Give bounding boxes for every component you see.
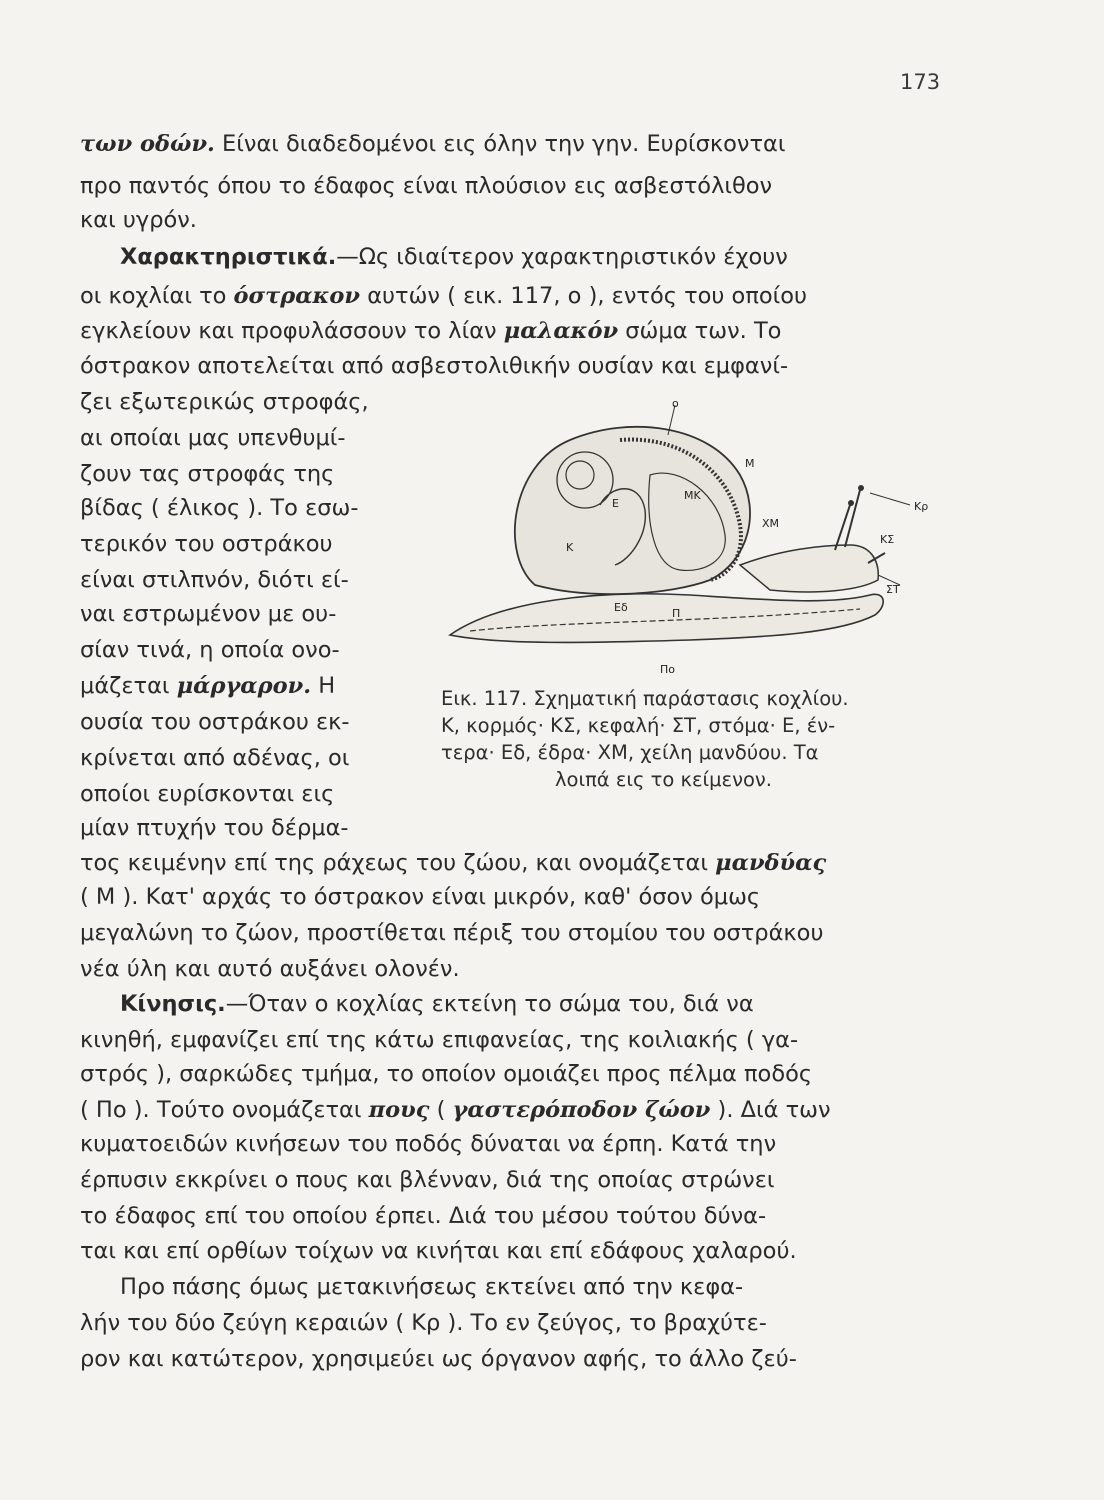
text-run: —Ως ιδιαίτερον χαρακτηριστικόν έχουν <box>336 244 788 270</box>
text-run: —Όταν ο κοχλίας εκτείνη το σώμα του, διά να <box>225 991 754 1017</box>
section-heading-line <box>80 241 978 273</box>
text-run: Η <box>311 673 336 699</box>
label-XM: ΧΜ <box>762 517 780 530</box>
body-text-line: προ παντός όπου το έδαφος είναι πλούσιον εις ασβεστόλιθον <box>80 173 773 199</box>
body-text-line: κινηθή, εμφανίζει επί της κάτω επιφανείας, της κοιλιακής ( γα- <box>80 1027 799 1053</box>
body-text-line: και υγρόν. <box>80 207 197 233</box>
narrow-line: ναι εστρωμένον με ου- <box>80 601 337 627</box>
body-text-line: όστρακον αποτελείται από ασβεστολιθικήν ουσίαν και εμφανί- <box>80 353 789 379</box>
body-text-line <box>80 847 938 879</box>
body-text-line <box>80 1094 938 1126</box>
figure-caption-line: Εικ. 117. Σχηματική παράστασις κοχλίου. <box>441 687 849 710</box>
body-text-line <box>80 128 938 160</box>
text-run: ( <box>429 1097 453 1123</box>
snail-figure <box>440 395 940 680</box>
bold-term: γαστερόποδον ζώον <box>452 1097 711 1123</box>
snail-foot <box>450 594 883 643</box>
tentacle-tip <box>858 485 864 491</box>
text-run: τος κειμένην επί της ράχεως του ζώου, και ονομάζεται <box>80 850 716 876</box>
label-MK: ΜΚ <box>684 489 701 502</box>
body-text-line: έρπυσιν εκκρίνει ο πους και βλένναν, διά της οποίας στρώνει <box>80 1167 775 1193</box>
body-text-line: ται και επί ορθίων τοίχων να κινήται και επί εδάφους χαλαρού. <box>80 1238 797 1264</box>
bold-term: των οδών. <box>80 131 215 157</box>
bold-term: μανδύας <box>715 850 827 876</box>
text-run: Είναι διαδεδομένοι εις όλην την γην. Ευρίσκονται <box>214 131 786 157</box>
page-number: 173 <box>900 70 941 94</box>
bold-term: όστρακον <box>233 283 361 309</box>
text-run: αυτών ( εικ. 117, ο ), εντός του οποίου <box>360 283 808 309</box>
bold-term: μάργαρον. <box>176 673 312 699</box>
label-Po: Πο <box>660 663 676 676</box>
text-run: ( Πο ). Τούτο ονομάζεται <box>80 1097 369 1123</box>
tentacle-tip <box>848 500 854 506</box>
text-run: ). Διά των <box>710 1097 831 1123</box>
narrow-line: ουσία του οστράκου εκ- <box>80 709 350 735</box>
narrow-line: τερικόν του οστράκου <box>80 531 333 557</box>
figure-caption-line: Κ, κορμός· ΚΣ, κεφαλή· ΣΤ, στόμα· Ε, έν- <box>441 714 836 737</box>
text-run: μάζεται <box>80 673 177 699</box>
body-text-line: στρός ), σαρκώδες τμήμα, το οποίον ομοιάζει προς πέλμα ποδός <box>80 1061 813 1087</box>
long-tentacle <box>835 505 850 550</box>
label-M: Μ <box>745 457 755 470</box>
narrow-line: σίαν τινά, η οποία ονο- <box>80 637 340 663</box>
body-text-line: ( Μ ). Κατ' αρχάς το όστρακον είναι μικρόν, καθ' όσον όμως <box>80 884 761 910</box>
body-text-line: το έδαφος επί του οποίου έρπει. Διά του μέσου τούτου δύνα- <box>80 1203 767 1229</box>
section-heading-line <box>80 988 978 1020</box>
text-run: οι κοχλίαι το <box>80 283 234 309</box>
body-text-line: λήν του δύο ζεύγη κεραιών ( Κρ ). Το εν ζεύγος, το βραχύτε- <box>80 1310 767 1336</box>
body-text-line: μεγαλώνη το ζώον, προστίθεται πέριξ του στομίου του οστράκου <box>80 920 824 946</box>
narrow-line: ζει εξωτερικώς στροφάς, <box>80 389 369 415</box>
section-heading: Χαρακτηριστικά. <box>120 244 337 270</box>
narrow-line: κρίνεται από αδένας, οι <box>80 745 350 771</box>
narrow-line: ζουν τας στροφάς της <box>80 461 335 487</box>
text-run: σώμα των. Το <box>618 318 782 344</box>
narrow-line: βίδας ( έλικος ). Το εσω- <box>80 495 359 521</box>
body-text-line: κυματοειδών κινήσεων του ποδός δύναται να έρπη. Κατά την <box>80 1131 777 1157</box>
label-ST: ΣΤ <box>886 583 900 596</box>
section-heading: Κίνησις. <box>120 991 226 1017</box>
body-text-line: ρον και κατώτερον, χρησιμεύει ως όργανον αφής, το άλλο ζεύ- <box>80 1346 797 1372</box>
label-Ed: Εδ <box>614 601 628 614</box>
figure-caption-line: τερα· Εδ, έδρα· ΧΜ, χείλη μανδύου. Τα <box>441 741 819 764</box>
snail-shell <box>515 427 750 594</box>
label-KS: ΚΣ <box>880 533 895 546</box>
body-text-line <box>80 280 938 312</box>
narrow-line: είναι στιλπνόν, διότι εί- <box>80 567 349 593</box>
body-text-line <box>80 315 938 347</box>
label-o: ο <box>672 397 679 410</box>
body-text-line: νέα ύλη και αυτό αυξάνει ολονέν. <box>80 956 460 982</box>
narrow-line: αι οποίαι μας υπενθυμί- <box>80 425 346 451</box>
text-run: εγκλείουν και προφυλάσσουν το λίαν <box>80 318 504 344</box>
pointer-line <box>870 493 910 505</box>
bold-term: μαλακόν <box>503 318 619 344</box>
snail-head <box>740 545 878 592</box>
bold-term: πους <box>368 1097 430 1123</box>
figure-caption-line: λοιπά εις το κείμενον. <box>555 768 773 791</box>
label-P: Π <box>672 607 681 620</box>
narrow-line: οποίοι ευρίσκονται εις <box>80 781 335 807</box>
label-E: Ε <box>612 497 619 510</box>
narrow-line: μίαν πτυχήν του δέρμα- <box>80 815 349 841</box>
narrow-line <box>80 670 402 702</box>
label-K: Κ <box>566 541 574 554</box>
long-tentacle <box>845 490 860 547</box>
body-text-line: Προ πάσης όμως μετακινήσεως εκτείνει από την κεφα- <box>120 1274 744 1300</box>
label-Kr: Κρ <box>914 500 929 513</box>
